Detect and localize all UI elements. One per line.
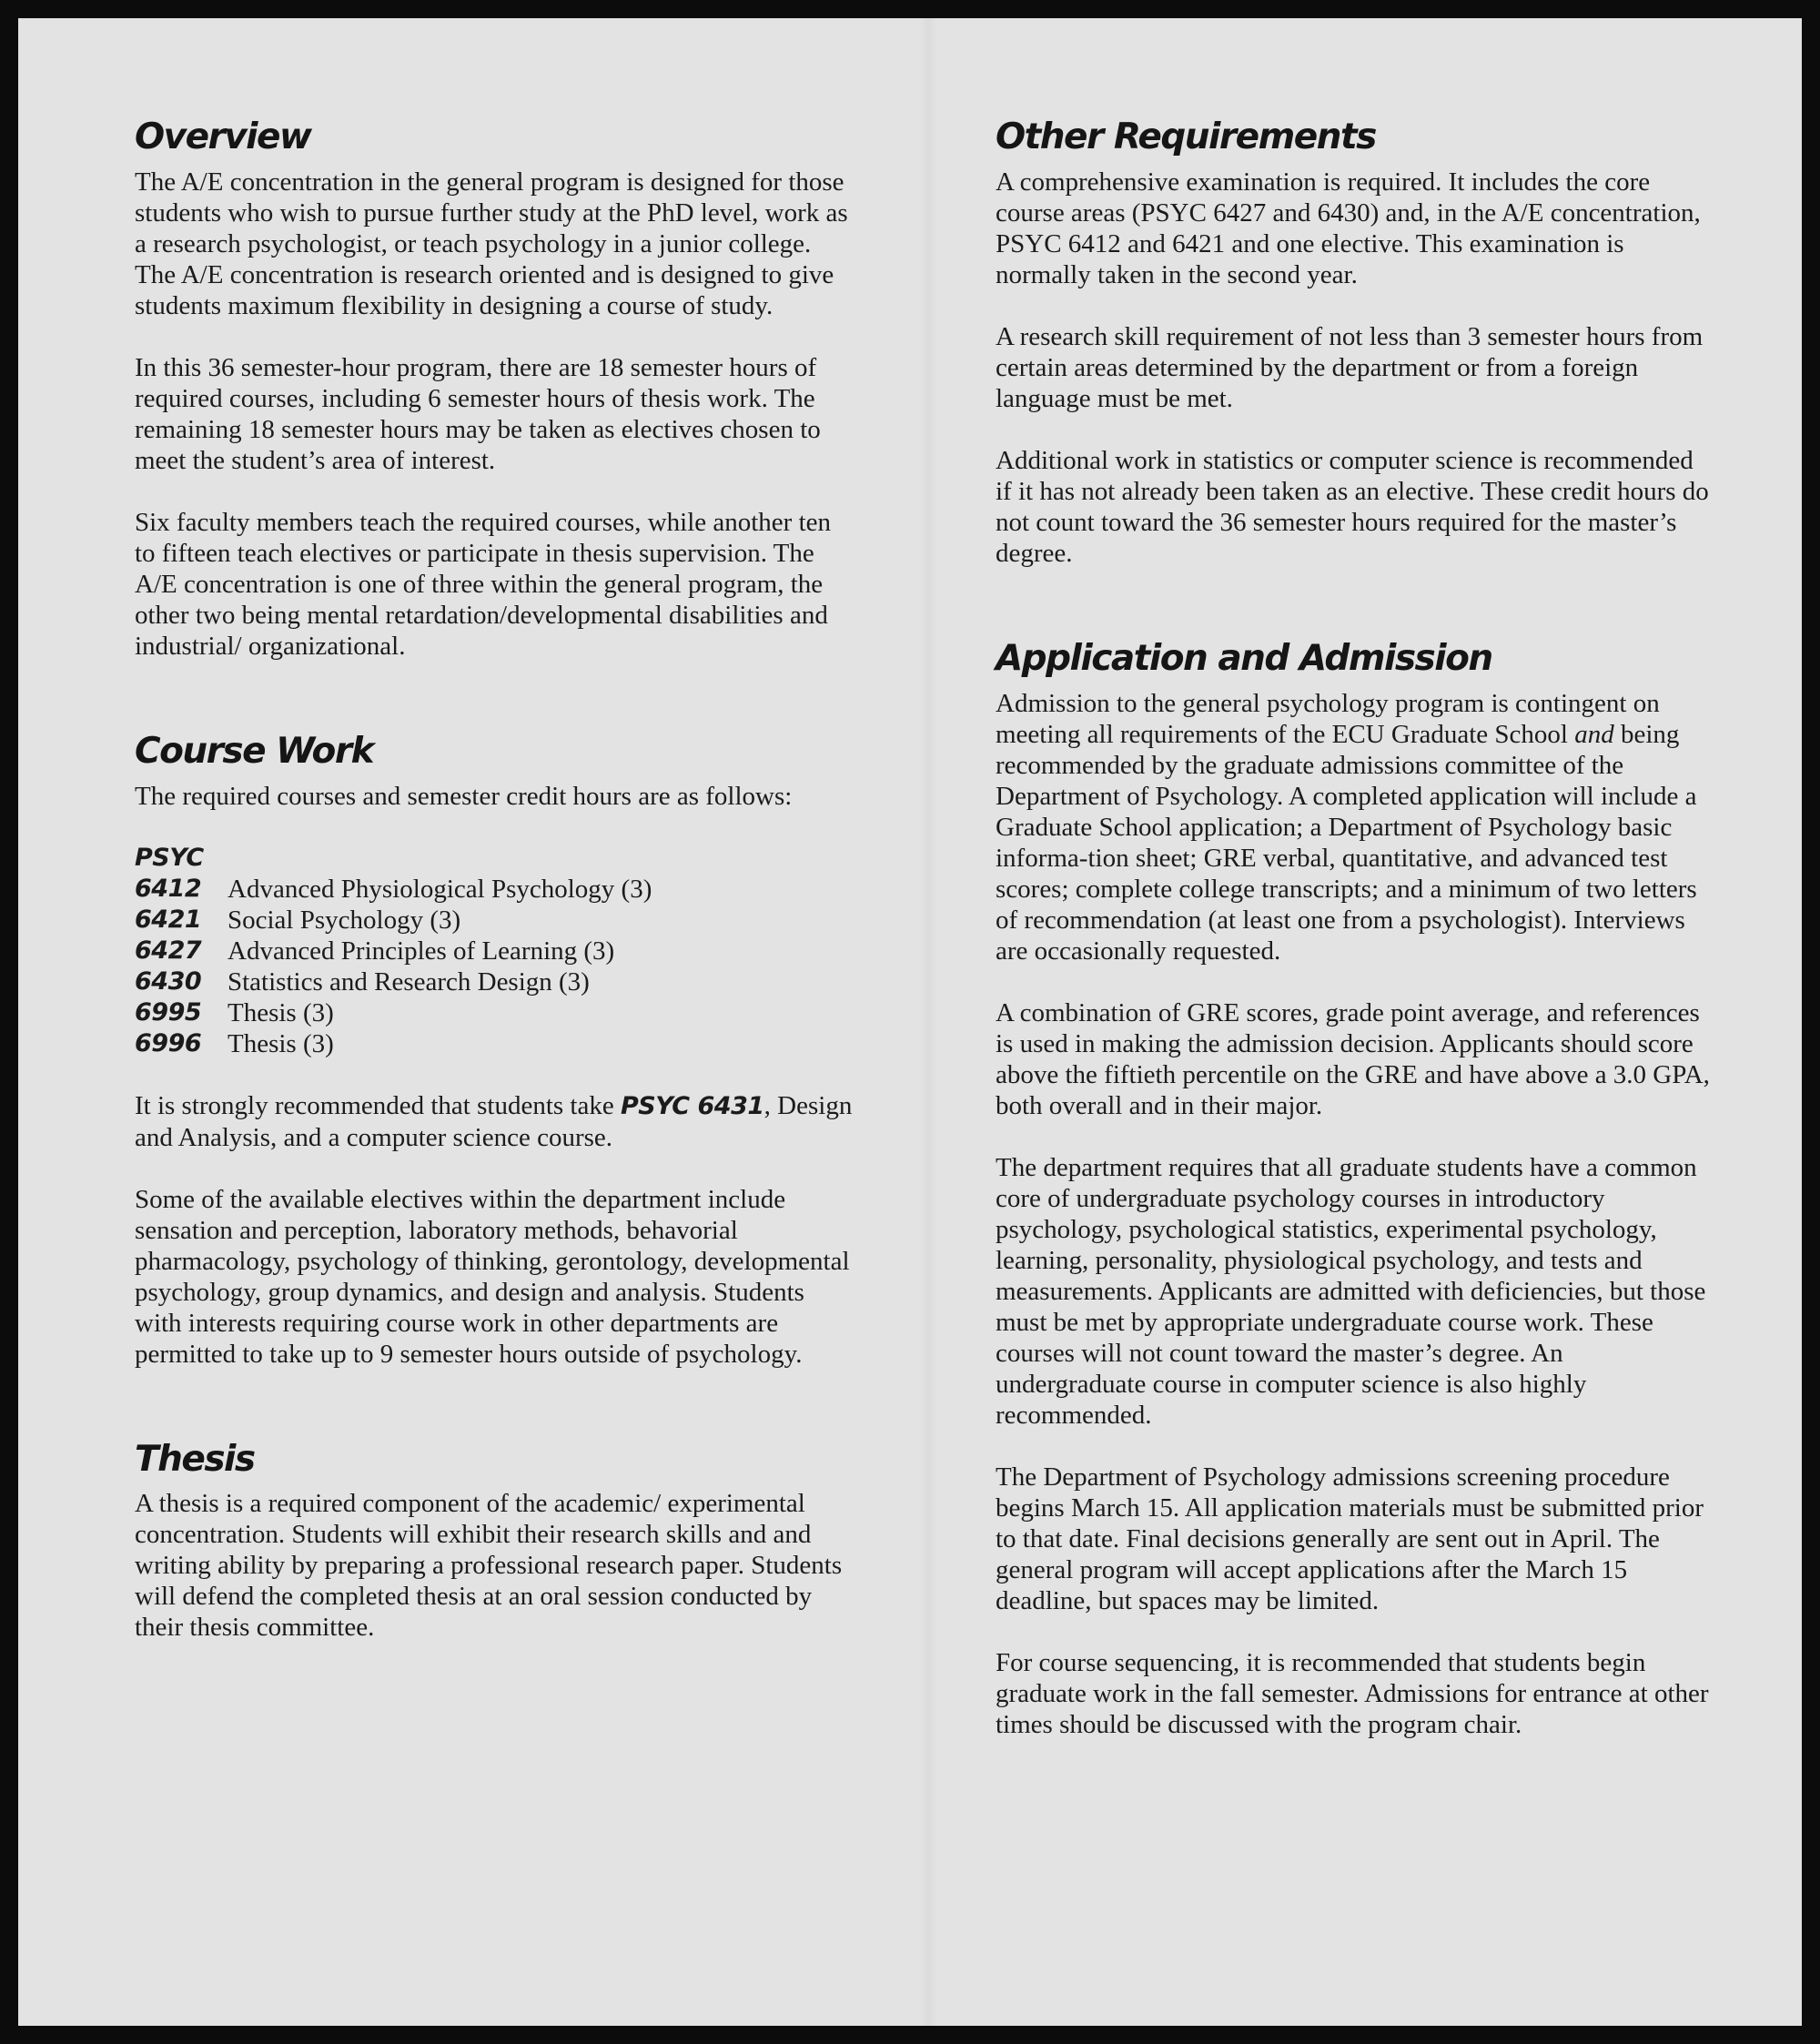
overview-paragraph-1: The A/E concentration in the general program is designed for those students who wish to pursue further study at the PhD level, work as a research psychologist, or teach psychology in a junior college. The A/E concentration is research oriented and is designed to give students maximum flexibility in designing a course of study. [135, 167, 848, 320]
other-requirements-section [996, 116, 1714, 569]
course-row [135, 874, 854, 905]
admission-paragraph-1 [996, 688, 1714, 966]
course-code: 6996 [135, 1028, 202, 1057]
course-row [135, 966, 854, 997]
course-list [135, 843, 854, 1059]
admission-paragraph-4: The Department of Psychology admissions screening procedure begins March 15. All application materials must be submitted prior to that date. Final decisions generally are sent out in April. The general program will accept applications after the March 15 deadline, but spaces may be limited. [996, 1462, 1704, 1615]
admission-paragraph-5: For course sequencing, it is recommended that students begin graduate work in the fall semester. Admissions for entrance at other times should be discussed with the program chair. [996, 1647, 1709, 1739]
course-recommendation [135, 1090, 854, 1153]
other-requirements-paragraph-1: A comprehensive examination is required. It includes the core course areas (PSYC 6427 and 6430) and, in the A/E concentration, PSYC 6412 and 6421 and one elective. This examination is normally taken in the second year. [996, 167, 1701, 289]
admission-emphasis: and [1574, 719, 1614, 749]
other-requirements-paragraph-2: A research skill requirement of not less than 3 semester hours from certain areas determined by the department or from a foreign language must be met. [996, 321, 1704, 413]
recommended-course-code: PSYC 6431 [620, 1091, 764, 1120]
course-work-intro: The required courses and semester credit hours are as follows: [135, 781, 793, 811]
thesis-heading: Thesis [135, 1438, 255, 1480]
course-title: Advanced Physiological Psychology (3) [228, 874, 652, 904]
course-work-heading: Course Work [135, 730, 374, 772]
course-code: 6995 [135, 997, 202, 1027]
admission-paragraph-2: A combination of GRE scores, grade point average, and references is used in making the admission decision. Applicants should score above the fiftieth percentile on the GRE and have above a 3.0 GPA, both overall and in their major. [996, 997, 1710, 1120]
course-row [135, 1028, 854, 1059]
overview-heading: Overview [135, 116, 311, 157]
course-title: Thesis (3) [228, 997, 334, 1027]
course-row [135, 905, 854, 936]
admission-paragraph-3: The department requires that all graduate students have a common core of undergraduate psychology courses in introductory psychology, psychological statistics, experimental psychology, learning, personality, physiological psychology, and tests and measurements. Applicants are admitted with deficiencies, but those must be met by appropriate undergraduate course work. These courses will not count toward the master’s degree. An undergraduate course in computer science is also highly recommended. [996, 1152, 1706, 1430]
course-code: 6427 [135, 936, 202, 965]
course-title: Social Psychology (3) [228, 905, 461, 935]
course-title: Advanced Principles of Learning (3) [228, 936, 615, 966]
right-column [996, 116, 1714, 1771]
other-requirements-heading: Other Requirements [996, 116, 1376, 157]
course-row [135, 936, 854, 966]
electives-paragraph: Some of the available electives within the department include sensation and perception, laboratory methods, behavorial pharmacology, psychology of thinking, gerontology, developmental psychology, group dynamics, and design and analysis. Students with interests requiring course work in other departments are permitted to take up to 9 semester hours outside of psychology. [135, 1184, 850, 1369]
recommendation-text-post: , Design and Analysis, and a computer science course. [135, 1090, 853, 1152]
overview-paragraph-3: Six faculty members teach the required courses, while another ten to fifteen teach electives or participate in thesis supervision. The A/E concentration is one of three within the general program, the other two being mental retardation/developmental disabilities and industrial/ organizational. [135, 507, 832, 661]
course-title: Statistics and Research Design (3) [228, 966, 590, 997]
overview-section [135, 116, 854, 662]
course-code: 6421 [135, 905, 202, 934]
course-code: 6412 [135, 874, 202, 903]
other-requirements-paragraph-3: Additional work in statistics or computer science is recommended if it has not already been taken as an elective. These credit hours do not count toward the 36 semester hours required for the master’s degree. [996, 445, 1709, 568]
overview-paragraph-2: In this 36 semester-hour program, there are 18 semester hours of required courses, including 6 semester hours of thesis work. The remaining 18 semester hours may be taken as electives chosen to meet the student’s area of interest. [135, 352, 821, 475]
admission-text-post: being recommended by the graduate admissions committee of the Department of Psychology. A completed application will include a Graduate School application; a Department of Psychology basic informa-tion sheet; GRE verbal, quantitative, and advanced test scores; complete college transcripts; and a minimum of two letters of recommendation (at least one from a psychologist). Interviews are occasionally requested. [996, 719, 1697, 966]
admission-text-pre: Admission to the general psychology program is contingent on meeting all requirements of the ECU Graduate School [996, 688, 1660, 749]
application-admission-section [996, 638, 1714, 1740]
course-prefix: PSYC [135, 843, 204, 872]
course-work-section [135, 731, 854, 1370]
course-code: 6430 [135, 966, 202, 996]
left-column [135, 116, 854, 1674]
brochure-page [18, 18, 1802, 2026]
course-title: Thesis (3) [228, 1028, 334, 1058]
course-row [135, 997, 854, 1028]
thesis-paragraph: A thesis is a required component of the academic/ experimental concentration. Students will exhibit their research skills and and writing ability by preparing a professional research paper. Students will defend the completed thesis at an oral session conducted by their thesis committee. [135, 1489, 843, 1643]
recommendation-text-pre: It is strongly recommended that students take [135, 1090, 621, 1120]
thesis-section [135, 1439, 854, 1644]
application-admission-heading: Application and Admission [996, 637, 1492, 679]
